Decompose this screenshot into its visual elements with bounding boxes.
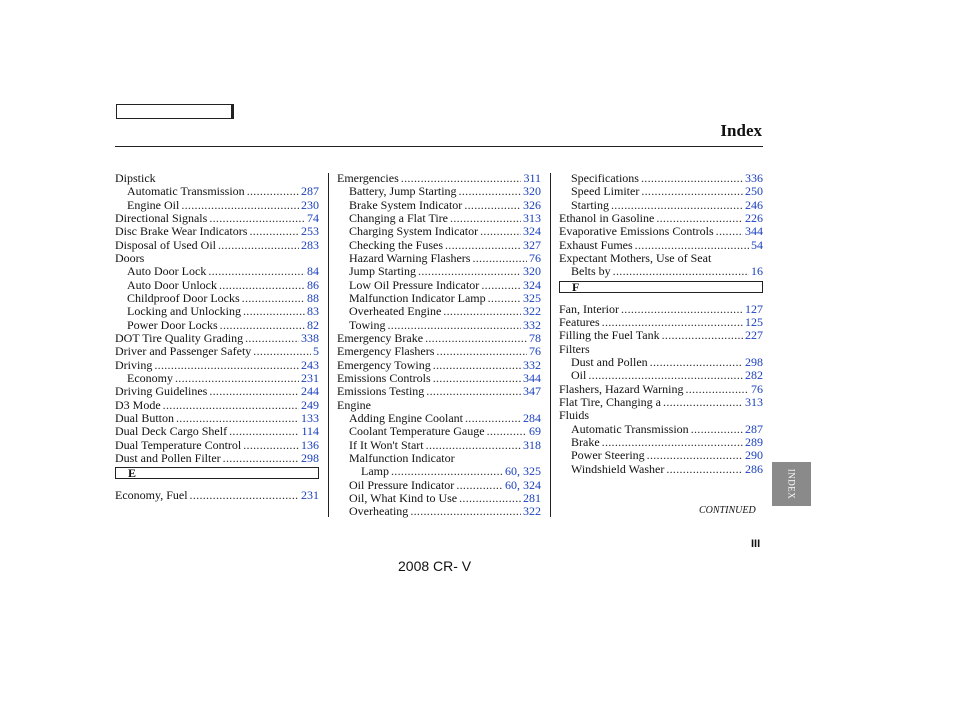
page-link[interactable]: 287: [301, 184, 319, 199]
index-entry: [337, 385, 541, 398]
index-entry: [337, 505, 541, 518]
page-link[interactable]: 318: [523, 437, 541, 452]
leader-dots: [488, 292, 521, 305]
page-link[interactable]: 313: [523, 210, 541, 225]
index-entry: [337, 425, 541, 438]
leader-dots: [433, 372, 521, 385]
entry-label: Adding Engine Coolant: [349, 410, 463, 425]
index-entry: [559, 265, 763, 278]
index-column-2: [337, 172, 541, 519]
entry-label: Flashers, Hazard Warning: [559, 381, 684, 396]
leader-dots: [242, 292, 305, 305]
page-link[interactable]: 76: [529, 250, 541, 265]
leader-dots: [243, 439, 299, 452]
page-link[interactable]: 322: [523, 504, 541, 519]
index-entry: [337, 332, 541, 345]
index-entry: [337, 279, 541, 292]
page-link[interactable]: 76: [751, 381, 763, 396]
entry-label: Checking the Fuses: [349, 237, 443, 252]
leader-dots: [219, 279, 305, 292]
index-entry: [337, 225, 541, 238]
index-entry: [337, 239, 541, 252]
index-entry: [337, 172, 541, 185]
page-link[interactable]: 320: [523, 184, 541, 199]
leader-dots: [662, 329, 743, 342]
leader-dots: [176, 412, 299, 425]
entry-label: Emergency Towing: [337, 357, 431, 372]
leader-dots: [635, 239, 749, 252]
page-link[interactable]: 86: [307, 277, 319, 292]
page-link[interactable]: 344: [523, 370, 541, 385]
index-entry: [115, 265, 319, 278]
page-link[interactable]: 60, 324: [505, 477, 541, 492]
index-entry: [337, 412, 541, 425]
index-entry: [115, 439, 319, 452]
leader-dots: [459, 185, 521, 198]
entry-label: Power Door Locks: [127, 317, 218, 332]
leader-dots: [154, 359, 299, 372]
entry-label: Dust and Pollen Filter: [115, 450, 221, 465]
page-link[interactable]: 284: [523, 410, 541, 425]
leader-dots: [647, 449, 743, 462]
leader-dots: [426, 439, 521, 452]
index-side-tab[interactable]: [772, 462, 811, 506]
page-link[interactable]: 283: [301, 237, 319, 252]
index-entry: [337, 212, 541, 225]
page-link[interactable]: 82: [307, 317, 319, 332]
entry-label: Disposal of Used Oil: [115, 237, 216, 252]
entry-label: Dual Button: [115, 410, 174, 425]
entry-label: Economy: [127, 370, 173, 385]
page-link[interactable]: 231: [301, 488, 319, 503]
index-entry: [559, 252, 763, 265]
leader-dots: [220, 319, 305, 332]
page-link[interactable]: 324: [523, 224, 541, 239]
entry-label: Driving: [115, 357, 153, 372]
index-entry: [559, 329, 763, 342]
index-entry: [115, 292, 319, 305]
index-entry: [337, 465, 541, 478]
index-entry: [559, 436, 763, 449]
leader-dots: [464, 199, 521, 212]
page-link[interactable]: 5: [313, 344, 319, 359]
index-entry: [115, 305, 319, 318]
page-link[interactable]: 320: [523, 264, 541, 279]
header-rule: [115, 146, 763, 147]
page-link[interactable]: 83: [307, 304, 319, 319]
index-entry: [115, 239, 319, 252]
leader-dots: [209, 385, 299, 398]
entry-label: Evaporative Emissions Controls: [559, 224, 714, 239]
leader-dots: [247, 185, 299, 198]
index-entry: [115, 399, 319, 412]
index-column-3: [559, 172, 763, 476]
leader-dots: [621, 303, 743, 316]
page-link[interactable]: 69: [529, 424, 541, 439]
leader-dots: [223, 452, 299, 465]
entry-label: Fan, Interior: [559, 301, 619, 316]
section-header: F: [559, 281, 763, 293]
entry-label: Emissions Testing: [337, 384, 425, 399]
page-link[interactable]: 281: [523, 490, 541, 505]
page-link[interactable]: 287: [745, 421, 763, 436]
entry-label: Charging System Indicator: [349, 224, 479, 239]
page-link[interactable]: 313: [745, 394, 763, 409]
entry-label: Flat Tire, Changing a: [559, 394, 662, 409]
entry-label: Auto Door Lock: [127, 264, 207, 279]
index-entry: [337, 452, 541, 465]
index-entry: [337, 252, 541, 265]
index-entry: [559, 369, 763, 382]
index-entry: [559, 463, 763, 476]
leader-dots: [459, 492, 521, 505]
entry-label: Malfunction Indicator Lamp: [349, 290, 486, 305]
entry-label: Emergencies: [337, 171, 399, 185]
leader-dots: [602, 316, 743, 329]
page-link[interactable]: 78: [529, 330, 541, 345]
entry-label: Speed Limiter: [571, 184, 640, 199]
entry-label: Auto Door Unlock: [127, 277, 217, 292]
index-entry: [115, 372, 319, 385]
leader-dots: [163, 399, 299, 412]
entry-label: Engine: [337, 397, 371, 412]
entry-label: Low Oil Pressure Indicator: [349, 277, 480, 292]
page-link[interactable]: 311: [523, 171, 541, 185]
index-entry: [115, 332, 319, 345]
entry-label: Overheated Engine: [349, 304, 442, 319]
page-link[interactable]: 286: [745, 461, 763, 476]
leader-dots: [175, 372, 299, 385]
leader-dots: [391, 465, 503, 478]
leader-dots: [602, 436, 743, 449]
index-entry: [559, 409, 763, 422]
entry-label: Oil Pressure Indicator: [349, 477, 455, 492]
index-entry: [559, 396, 763, 409]
entry-label: Battery, Jump Starting: [349, 184, 457, 199]
entry-label: Dual Deck Cargo Shelf: [115, 424, 228, 439]
entry-label: Overheating: [349, 504, 409, 519]
page-link[interactable]: 322: [523, 304, 541, 319]
index-entry: [115, 279, 319, 292]
leader-dots: [433, 359, 521, 372]
index-entry: [337, 185, 541, 198]
page-link[interactable]: 16: [751, 264, 763, 279]
leader-dots: [456, 479, 503, 492]
column-divider: [550, 173, 551, 517]
leader-dots: [481, 279, 521, 292]
index-entry: [337, 199, 541, 212]
entry-label: Emergency Flashers: [337, 344, 435, 359]
entry-label: Directional Signals: [115, 210, 208, 225]
leader-dots: [611, 199, 743, 212]
entry-label: Disc Brake Wear Indicators: [115, 224, 248, 239]
index-entry: [115, 319, 319, 332]
page-link[interactable]: 231: [301, 370, 319, 385]
leader-dots: [249, 225, 299, 238]
leader-dots: [445, 239, 521, 252]
entry-label: Driving Guidelines: [115, 384, 208, 399]
leader-dots: [218, 239, 299, 252]
page-link[interactable]: 125: [745, 314, 763, 329]
page-link[interactable]: 325: [523, 290, 541, 305]
page-link[interactable]: 76: [529, 344, 541, 359]
leader-dots: [208, 265, 305, 278]
entry-label: Childproof Door Locks: [127, 290, 240, 305]
leader-dots: [465, 412, 521, 425]
entry-label: Dust and Pollen: [571, 354, 648, 369]
entry-label: D3 Mode: [115, 397, 161, 412]
entry-label: Fluids: [559, 408, 590, 423]
page-link[interactable]: 324: [523, 277, 541, 292]
entry-label: Towing: [349, 317, 386, 332]
index-entry: [115, 225, 319, 238]
leader-dots: [443, 305, 521, 318]
entry-label: Filling the Fuel Tank: [559, 328, 660, 343]
leader-dots: [418, 265, 521, 278]
index-entry: [337, 319, 541, 332]
leader-dots: [410, 505, 521, 518]
index-entry: [337, 305, 541, 318]
page-link[interactable]: 60, 325: [505, 464, 541, 479]
page-link[interactable]: 253: [301, 224, 319, 239]
index-entry: [115, 185, 319, 198]
leader-dots: [190, 489, 299, 502]
page-link[interactable]: 244: [301, 384, 319, 399]
index-entry: [115, 252, 319, 265]
index-entry: [559, 303, 763, 316]
page-link[interactable]: 74: [307, 210, 319, 225]
leader-dots: [691, 423, 743, 436]
leader-dots: [426, 385, 521, 398]
page-link[interactable]: 336: [745, 171, 763, 185]
entry-label: Automatic Transmission: [127, 184, 245, 199]
leader-dots: [472, 252, 527, 265]
index-entry: [115, 412, 319, 425]
entry-label: DOT Tire Quality Grading: [115, 330, 244, 345]
entry-label: Dipstick: [115, 171, 156, 185]
entry-label: Emergency Brake: [337, 330, 424, 345]
leader-dots: [685, 383, 749, 396]
entry-label: Oil, What Kind to Use: [349, 490, 458, 505]
page-link[interactable]: 298: [745, 354, 763, 369]
side-tab-label: INDEX: [786, 468, 797, 500]
leader-dots: [641, 172, 743, 185]
leader-dots: [663, 396, 743, 409]
leader-dots: [243, 305, 305, 318]
leader-dots: [245, 332, 299, 345]
index-entry: [115, 172, 319, 185]
index-entry: [559, 383, 763, 396]
index-entry: [115, 385, 319, 398]
entry-label: Malfunction Indicator: [349, 450, 455, 465]
index-entry: [559, 449, 763, 462]
page-link[interactable]: 326: [523, 197, 541, 212]
index-entry: [337, 359, 541, 372]
leader-dots: [450, 212, 521, 225]
entry-label: Automatic Transmission: [571, 421, 689, 436]
entry-label: Dual Temperature Control: [115, 437, 242, 452]
footer-model: 2008 CR- V: [398, 558, 472, 574]
entry-label: Features: [559, 314, 600, 329]
entry-label: Power Steering: [571, 448, 645, 463]
entry-label: If It Won't Start: [349, 437, 424, 452]
page-link[interactable]: 298: [301, 450, 319, 465]
page-link[interactable]: 127: [745, 301, 763, 316]
page-link[interactable]: 88: [307, 290, 319, 305]
entry-label: Doors: [115, 250, 145, 265]
index-entry: [559, 356, 763, 369]
leader-dots: [666, 463, 743, 476]
page-link[interactable]: 344: [745, 224, 763, 239]
leader-dots: [229, 425, 299, 438]
index-entry: [115, 425, 319, 438]
page-link[interactable]: 249: [301, 397, 319, 412]
leader-dots: [209, 212, 305, 225]
leader-dots: [425, 332, 527, 345]
page-link[interactable]: 332: [523, 317, 541, 332]
leader-dots: [650, 356, 743, 369]
entry-label: Changing a Flat Tire: [349, 210, 449, 225]
index-entry: [337, 492, 541, 505]
index-column-1: [115, 172, 319, 503]
index-entry: [115, 199, 319, 212]
index-entry: [337, 265, 541, 278]
index-entry: [337, 399, 541, 412]
entry-label: Starting: [571, 197, 609, 212]
page-link[interactable]: 84: [307, 264, 319, 279]
page-link[interactable]: 290: [745, 448, 763, 463]
index-entry: [559, 225, 763, 238]
entry-label: Filters: [559, 341, 590, 356]
entry-label: Oil: [571, 368, 587, 383]
page-link[interactable]: 114: [301, 424, 319, 439]
leader-dots: [480, 225, 521, 238]
index-entry: [559, 423, 763, 436]
leader-dots: [388, 319, 522, 332]
header-box: [116, 104, 234, 119]
entry-label: Specifications: [571, 171, 639, 185]
section-header: E: [115, 467, 319, 479]
entry-label: Brake: [571, 434, 600, 449]
page-link[interactable]: 332: [523, 357, 541, 372]
entry-label: Driver and Passenger Safety: [115, 344, 252, 359]
page-link[interactable]: 243: [301, 357, 319, 372]
index-entry: [559, 343, 763, 356]
page-link[interactable]: 226: [745, 210, 763, 225]
index-entry: [337, 479, 541, 492]
index-entry: [115, 489, 319, 502]
leader-dots: [487, 425, 527, 438]
leader-dots: [436, 345, 527, 358]
entry-label: Ethanol in Gasoline: [559, 210, 655, 225]
index-entry: [559, 172, 763, 185]
entry-label: Hazard Warning Flashers: [349, 250, 471, 265]
page-link[interactable]: 230: [301, 197, 319, 212]
entry-label: Jump Starting: [349, 264, 417, 279]
leader-dots: [613, 265, 749, 278]
page-number: III: [751, 538, 761, 550]
index-entry: [115, 345, 319, 358]
index-entry: [559, 239, 763, 252]
leader-dots: [716, 225, 743, 238]
page-title: Index: [720, 121, 762, 140]
leader-dots: [401, 172, 522, 185]
entry-label: Emissions Controls: [337, 370, 431, 385]
page-link[interactable]: 347: [523, 384, 541, 399]
index-entry: [559, 199, 763, 212]
index-entry: [115, 359, 319, 372]
entry-label: Expectant Mothers, Use of Seat: [559, 250, 712, 265]
entry-label: Economy, Fuel: [115, 488, 188, 503]
leader-dots: [641, 185, 743, 198]
entry-label: Windshield Washer: [571, 461, 665, 476]
page-link[interactable]: 282: [745, 368, 763, 383]
entry-label: Belts by: [571, 264, 611, 279]
entry-label: Exhaust Fumes: [559, 237, 633, 252]
entry-label: Lamp: [361, 464, 389, 479]
page-link[interactable]: 327: [523, 237, 541, 252]
page-link[interactable]: 133: [301, 410, 319, 425]
page-link[interactable]: 338: [301, 330, 319, 345]
index-entry: [115, 212, 319, 225]
leader-dots: [253, 345, 311, 358]
entry-label: Engine Oil: [127, 197, 180, 212]
page-link[interactable]: 246: [745, 197, 763, 212]
index-entry: [337, 292, 541, 305]
continued-note: CONTINUED: [699, 505, 756, 516]
page-link[interactable]: 227: [745, 328, 763, 343]
index-entry: [559, 316, 763, 329]
leader-dots: [656, 212, 743, 225]
index-entry: [115, 452, 319, 465]
index-entry: [337, 372, 541, 385]
index-entry: [559, 185, 763, 198]
index-entry: [559, 212, 763, 225]
page-link[interactable]: 54: [751, 237, 763, 252]
entry-label: Coolant Temperature Gauge: [349, 424, 485, 439]
leader-dots: [181, 199, 299, 212]
page-link[interactable]: 250: [745, 184, 763, 199]
entry-label: Brake System Indicator: [349, 197, 463, 212]
index-entry: [337, 439, 541, 452]
page-link[interactable]: 289: [745, 434, 763, 449]
index-entry: [337, 345, 541, 358]
column-divider: [328, 173, 329, 517]
leader-dots: [588, 369, 743, 382]
page-link[interactable]: 136: [301, 437, 319, 452]
entry-label: Locking and Unlocking: [127, 304, 241, 319]
